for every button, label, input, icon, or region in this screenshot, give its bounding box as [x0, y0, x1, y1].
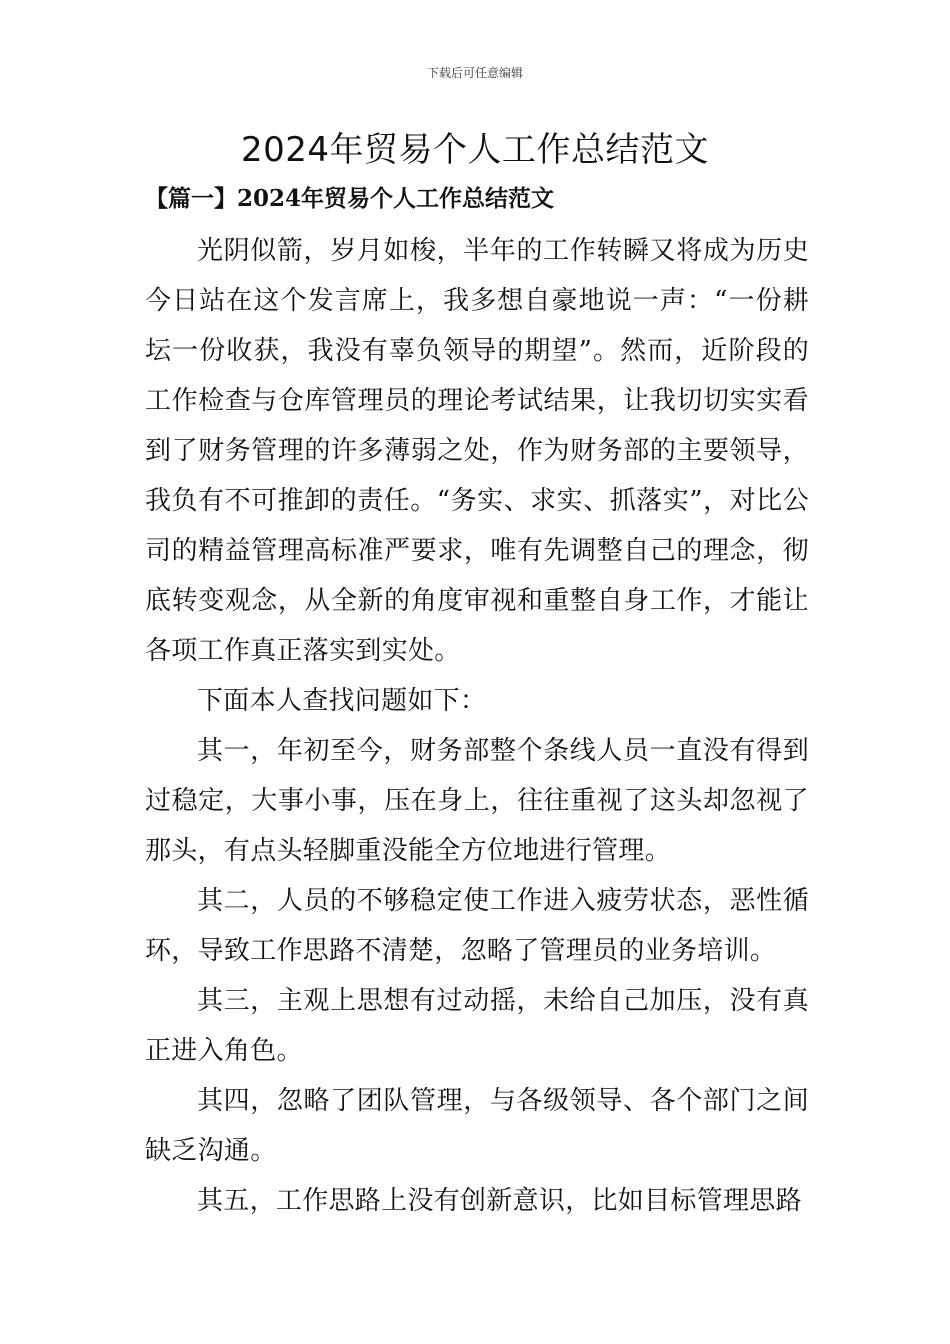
section-heading: 【篇一】2024年贸易个人工作总结范文	[145, 185, 555, 212]
document-body	[145, 226, 809, 1226]
paragraph-point-three: 其三，主观上思想有过动摇，未给自己加压，没有真正进入角色。	[145, 986, 809, 1066]
header-note: 下载后可任意编辑	[426, 66, 523, 80]
document-title: 2024年贸易个人工作总结范文	[240, 130, 710, 170]
paragraph-point-one: 其一，年初至今，财务部整个条线人员一直没有得到过稳定，大事小事，压在身上，往往重视了这头却忽视了那头，有点头轻脚重没能全方位地进行管理。	[145, 736, 809, 866]
paragraph-point-two: 其二，人员的不够稳定使工作进入疲劳状态，恶性循环，导致工作思路不清楚，忽略了管理员的业务培训。	[145, 886, 809, 966]
paragraph-point-four: 其四，忽略了团队管理，与各级领导、各个部门之间缺乏沟通。	[145, 1086, 809, 1166]
paragraph-intro: 光阴似箭，岁月如梭，半年的工作转瞬又将成为历史今日站在这个发言席上，我多想自豪地说一声：“一份耕坛一份收获，我没有辜负领导的期望”。然而，近阶段的工作检查与仓库管理员的理论考试结果，让我切切实实看到了财务管理的许多薄弱之处，作为财务部的主要领导，我负有不可推卸的责任。“务实、求实、抓落实”，对比公司的精益管理高标准严要求，唯有先调整自己的理念，彻底转变观念，从全新的角度审视和重整自身工作，才能让各项工作真正落实到实处。	[145, 236, 809, 666]
paragraph-point-five: 其五，工作思路上没有创新意识，比如目标管理思路	[197, 1186, 802, 1216]
paragraph-problems-lead: 下面本人查找问题如下：	[197, 686, 487, 716]
